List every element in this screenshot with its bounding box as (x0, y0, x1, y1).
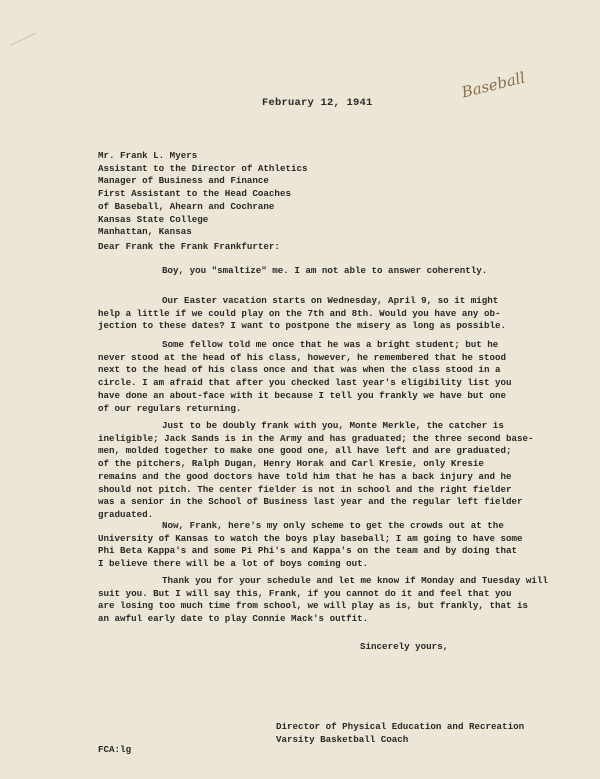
text-line: I believe there will be a lot of boys coming out. (98, 558, 369, 570)
address-line: First Assistant to the Head Coaches (98, 188, 291, 200)
address-line: Mr. Frank L. Myers (98, 150, 198, 161)
text-line: men, molded together to make one good one, all have left and are graduated; (98, 445, 512, 457)
text-line: an awful early date to play Connie Mack's outfit. (98, 613, 369, 625)
address-line: Assistant to the Director of Athletics (98, 162, 308, 174)
paragraph-5 (98, 520, 538, 571)
paragraph-2 (98, 295, 538, 333)
address-line: of Baseball, Ahearn and Cochrane (98, 200, 275, 212)
address-line: Manager of Business and Finance (98, 175, 269, 187)
text-line: next to the head of his class once and that was when the class stood in a (98, 364, 501, 376)
address-line: Manhattan, Kansas (98, 226, 192, 238)
paragraph-6 (98, 575, 548, 626)
text-line: help a little if we could play on the 7th and 8th. Would you have any ob- (98, 307, 501, 319)
text-line: have done an about-face with it because I tell you frankly we have but one (98, 389, 506, 401)
address-line: Kansas State College (98, 213, 209, 225)
paragraph-4 (98, 420, 538, 522)
recipient-address (98, 150, 308, 239)
text-line: ineligible; Jack Sands is in the Army and has graduated; the three second base- (98, 432, 534, 444)
text-line: Phi Beta Kappa's and some Pi Phi's and Kappa's on the team and by doing that (98, 545, 518, 557)
text-line: graduated. (98, 508, 154, 520)
text-line: University of Kansas to watch the boys play baseball; I am going to have some (98, 532, 523, 544)
text-line: Our Easter vacation starts on Wednesday, April 9, so it might (162, 295, 499, 306)
text-line: jection to these dates? I want to postpone the misery as long as possible. (98, 320, 506, 332)
text-line: of the pitchers, Ralph Dugan, Henry Horak and Carl Kresie, only Kresie (98, 458, 484, 470)
signature-line: Director of Physical Education and Recreation (276, 721, 525, 732)
text-line: circle. I am afraid that after you checked last year's eligibility list you (98, 377, 512, 389)
text-line: Boy, you "smaltize" me. I am not able to answer coherently. (162, 265, 488, 276)
paragraph-1 (98, 265, 538, 278)
closing: Sincerely yours, (360, 641, 449, 652)
letter-date: February 12, 1941 (262, 97, 373, 109)
signature-block (276, 720, 524, 746)
text-line: was a senior in the School of Business last year and the regular left fielder (98, 496, 523, 508)
text-line: are losing too much time from school, we will play as is, but frankly, that is (98, 600, 529, 612)
text-line: Now, Frank, here's my only scheme to get the crowds out at the (162, 520, 504, 531)
text-line: should not pitch. The center fielder is not in school and the right fielder (98, 483, 512, 495)
text-line: of our regulars returning. (98, 402, 242, 414)
signature-line: Varsity Basketball Coach (276, 734, 409, 745)
paragraph-3 (98, 339, 538, 415)
text-line: remains and the good doctors have told him that he has a back injury and he (98, 470, 512, 482)
handwritten-note: Baseball (459, 68, 527, 102)
text-line: never stood at the head of his class, however, he remembered that he stood (98, 351, 506, 363)
margin-mark (10, 33, 42, 58)
text-line: Thank you for your schedule and let me know if Monday and Tuesday will (162, 575, 548, 586)
text-line: Some fellow told me once that he was a bright student; but he (162, 339, 499, 350)
text-line: Just to be doubly frank with you, Monte Merkle, the catcher is (162, 420, 504, 431)
reference-initials: FCA:lg (98, 744, 132, 755)
text-line: suit you. But I will say this, Frank, if you cannot do it and feel that you (98, 587, 512, 599)
salutation: Dear Frank the Frank Frankfurter: (98, 241, 280, 252)
